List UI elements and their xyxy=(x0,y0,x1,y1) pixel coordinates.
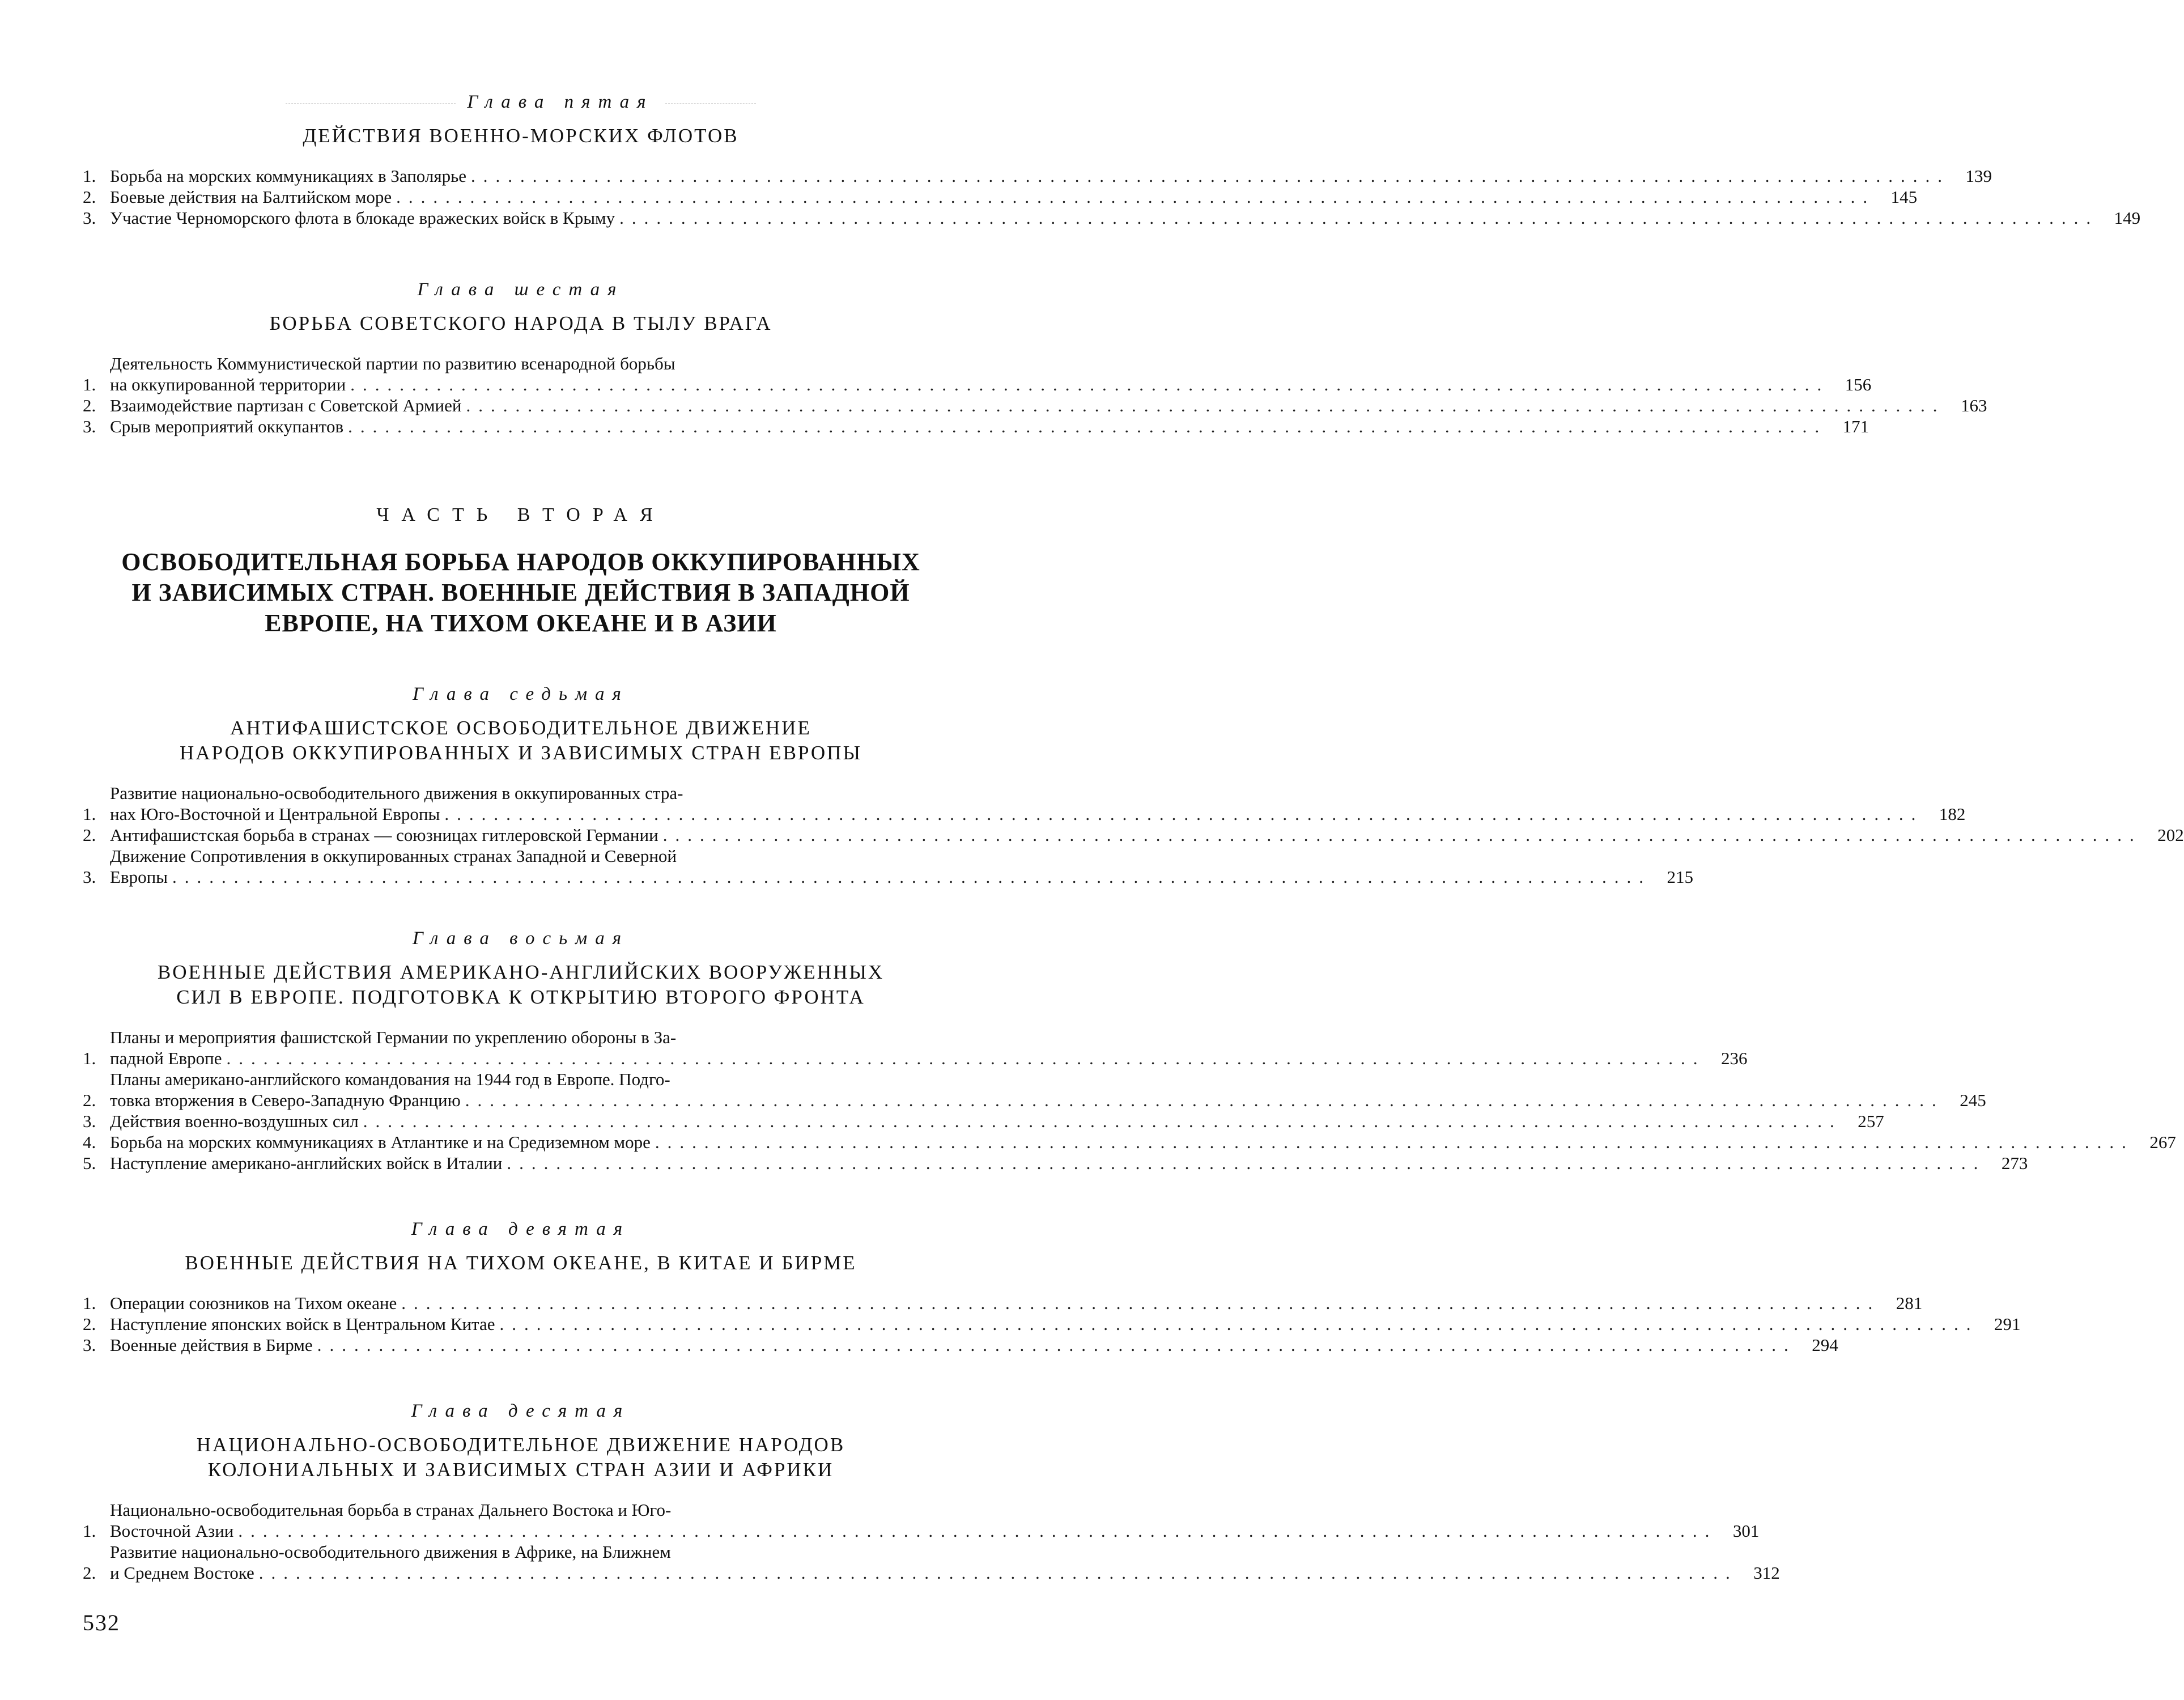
chapter-label xyxy=(83,91,959,113)
chapter-7 xyxy=(83,683,2184,887)
part-title-line: ОСВОБОДИТЕЛЬНАЯ БОРЬБА НАРОДОВ ОККУПИРОВАННЫХ xyxy=(121,548,920,576)
chapter-label: Глава шестая xyxy=(417,279,624,300)
chapter-title xyxy=(83,1433,959,1482)
dot-leader: ........................................................................................................................ xyxy=(350,375,1830,394)
chapter-10 xyxy=(83,1400,1780,1583)
toc-entry-line: и Среднем Востоке xyxy=(110,1563,254,1583)
toc-list xyxy=(83,1293,2021,1355)
toc-entry-page: 257 xyxy=(1858,1111,1884,1131)
dot-leader: ........................................................................................................................ xyxy=(619,208,2099,228)
toc-entry-number: 1. xyxy=(83,375,96,394)
toc-entry xyxy=(83,416,1869,437)
chapter-title-line: КОЛОНИАЛЬНЫХ И ЗАВИСИМЫХ СТРАН АЗИИ И АФРИКИ xyxy=(207,1459,834,1481)
toc-entry-number: 3. xyxy=(83,208,96,228)
decorative-rule xyxy=(286,103,456,104)
toc-entry xyxy=(83,783,1966,824)
toc-entry-number: 3. xyxy=(83,416,96,436)
toc-entry-text xyxy=(110,395,1945,416)
toc-entry-line: Национально-освободительная борьба в странах Дальнего Востока и Юго- xyxy=(110,1500,672,1520)
toc-entry xyxy=(83,1069,1986,1111)
toc-entry-text xyxy=(110,353,1829,395)
dot-leader: ........................................................................................................................ xyxy=(258,1563,1738,1583)
toc-entry-number: 3. xyxy=(83,1335,96,1355)
toc-list xyxy=(83,165,2141,228)
toc-entry-page: 182 xyxy=(1939,804,1966,824)
chapter-title xyxy=(83,716,959,766)
toc-entry-page: 245 xyxy=(1960,1090,1986,1110)
toc-entry-line: Европы xyxy=(110,867,168,887)
toc-entry-page: 291 xyxy=(1994,1314,2021,1334)
toc-entry-page: 202 xyxy=(2157,825,2184,845)
toc-entry-line: Движение Сопротивления в оккупированных странах Западной и Северной xyxy=(110,846,677,866)
toc-entry-text xyxy=(110,783,1923,824)
toc-entry-number: 2. xyxy=(83,187,96,207)
toc-entry-line: Борьба на морских коммуникациях в Атлантике и на Средиземном море xyxy=(110,1132,651,1152)
toc-entry-number: 1. xyxy=(83,1293,96,1313)
chapter-title-line: АНТИФАШИСТСКОЕ ОСВОБОДИТЕЛЬНОЕ ДВИЖЕНИЕ xyxy=(230,717,811,739)
toc-entry-page: 215 xyxy=(1667,867,1693,887)
toc-entry xyxy=(83,186,1918,207)
toc-entry-text xyxy=(110,165,1950,186)
chapter-title xyxy=(83,1251,959,1276)
dot-leader: ........................................................................................................................ xyxy=(444,804,1924,824)
toc-entry-text xyxy=(110,207,2098,228)
dot-leader: ........................................................................................................................ xyxy=(655,1132,2134,1152)
dot-leader: ........................................................................................................................ xyxy=(226,1048,1706,1068)
chapter-title xyxy=(83,960,959,1010)
toc-entry xyxy=(83,1499,1760,1541)
toc-entry xyxy=(83,395,1987,416)
toc-entry-line: на оккупированной территории xyxy=(110,375,346,394)
toc-entry-page: 273 xyxy=(2001,1153,2028,1173)
toc-entry-page: 139 xyxy=(1965,166,1992,186)
toc-entry-line: нах Юго-Восточной и Центральной Европы xyxy=(110,804,440,824)
toc-entry-line: Действия военно-воздушных сил xyxy=(110,1111,359,1131)
toc-entry-number: 1. xyxy=(83,804,96,824)
dot-leader: ........................................................................................................................ xyxy=(471,166,1951,186)
toc-entry-text xyxy=(110,186,1875,207)
chapter-label: Глава восьмая xyxy=(412,928,630,949)
toc-list xyxy=(83,1499,1780,1583)
toc-entry-number: 2. xyxy=(83,1563,96,1583)
toc-entry-line: Борьба на морских коммуникациях в Заполярье xyxy=(110,166,467,186)
dot-leader: ........................................................................................................................ xyxy=(662,825,2142,845)
toc-entry xyxy=(83,165,1992,186)
toc-entry xyxy=(83,845,1693,887)
toc-entry-line: Боевые действия на Балтийском море xyxy=(110,187,392,207)
toc-entry-text xyxy=(110,1153,1986,1174)
part-title xyxy=(83,547,959,639)
toc-entry-number: 2. xyxy=(83,396,96,415)
dot-leader: ........................................................................................................................ xyxy=(348,416,1828,436)
toc-entry-line: Планы американо-английского командования на 1944 год в Европе. Подго- xyxy=(110,1069,670,1089)
toc-entry xyxy=(83,1293,1923,1314)
chapter-5 xyxy=(83,91,2141,228)
part-two xyxy=(83,504,959,639)
toc-entry xyxy=(83,1153,2028,1174)
chapter-label-text: Глава пятая xyxy=(467,92,654,112)
toc-entry-line: Наступление японских войск в Центральном Китае xyxy=(110,1314,495,1334)
chapter-label: Глава девятая xyxy=(411,1219,631,1239)
chapter-9 xyxy=(83,1218,2021,1355)
toc-entry xyxy=(83,1541,1780,1583)
chapter-label: Глава десятая xyxy=(411,1401,631,1421)
chapter-8 xyxy=(83,927,2176,1174)
toc-entry-number: 2. xyxy=(83,1314,96,1334)
toc-entry xyxy=(83,1314,2021,1334)
dot-leader: ........................................................................................................................ xyxy=(465,1090,1944,1110)
toc-entry-page: 149 xyxy=(2114,208,2141,228)
toc-entry-line: Восточной Азии xyxy=(110,1521,234,1541)
toc-entry-line: Наступление американо-английских войск в Италии xyxy=(110,1153,503,1173)
toc-entry-line: Деятельность Коммунистической партии по развитию всенародной борьбы xyxy=(110,354,675,373)
toc-entry-line: Операции союзников на Тихом океане xyxy=(110,1293,397,1313)
toc-entry-number: 4. xyxy=(83,1132,96,1152)
toc-entry xyxy=(83,824,2184,845)
toc-entry-text xyxy=(110,1334,1796,1355)
chapter-label: Глава седьмая xyxy=(413,684,629,704)
toc-entry-page: 281 xyxy=(1896,1293,1923,1313)
dot-leader: ........................................................................................................................ xyxy=(238,1521,1718,1541)
part-title-line: И ЗАВИСИМЫХ СТРАН. ВОЕННЫЕ ДЕЙСТВИЯ В ЗАПАДНОЙ xyxy=(131,579,910,606)
dot-leader: ........................................................................................................................ xyxy=(466,396,1945,415)
toc-entry-text xyxy=(110,1132,2134,1153)
toc-entry-line: Срыв мероприятий оккупантов xyxy=(110,416,344,436)
toc-entry-page: 294 xyxy=(1812,1335,1838,1355)
toc-entry-page: 267 xyxy=(2149,1132,2176,1152)
toc-entry-text xyxy=(110,416,1827,437)
chapter-title-line: ВОЕННЫЕ ДЕЙСТВИЯ НА ТИХОМ ОКЕАНЕ, В КИТАЕ И БИРМЕ xyxy=(185,1252,857,1274)
chapter-title: БОРЬБА СОВЕТСКОГО НАРОДА В ТЫЛУ ВРАГА xyxy=(269,312,772,334)
chapter-title-line: НАЦИОНАЛЬНО-ОСВОБОДИТЕЛЬНОЕ ДВИЖЕНИЕ НАРОДОВ xyxy=(196,1434,845,1456)
chapter-title-line: НАРОДОВ ОККУПИРОВАННЫХ И ЗАВИСИМЫХ СТРАН ЕВРОПЫ xyxy=(180,742,862,764)
toc-entry-page: 312 xyxy=(1753,1563,1780,1583)
toc-entry-text xyxy=(110,1293,1880,1314)
toc-entry-number: 2. xyxy=(83,825,96,845)
toc-entry-text xyxy=(110,1541,1738,1583)
dot-leader: ........................................................................................................................ xyxy=(396,187,1876,207)
toc-entry-number: 1. xyxy=(83,1048,96,1068)
toc-entry xyxy=(83,1334,1838,1355)
toc-page xyxy=(83,91,2184,1583)
toc-entry xyxy=(83,1132,2176,1153)
dot-leader: ........................................................................................................................ xyxy=(401,1293,1881,1313)
dot-leader: ........................................................................................................................ xyxy=(317,1335,1796,1355)
toc-entry-line: Планы и мероприятия фашистской Германии по укреплению обороны в За- xyxy=(110,1027,677,1047)
toc-entry-text xyxy=(110,824,2142,845)
part-label: ЧАСТЬ ВТОРАЯ xyxy=(376,504,665,525)
toc-entry-line: Развитие национально-освободительного движения в оккупированных стра- xyxy=(110,783,683,803)
toc-entry-page: 145 xyxy=(1890,187,1918,207)
toc-entry-number: 3. xyxy=(83,1111,96,1131)
toc-list xyxy=(83,353,1987,437)
toc-entry-text xyxy=(110,1314,1979,1334)
toc-entry-line: падной Европе xyxy=(110,1048,222,1068)
toc-entry-line: товка вторжения в Северо-Западную Францию xyxy=(110,1090,461,1110)
toc-list xyxy=(83,1027,2176,1174)
decorative-rule xyxy=(665,103,756,104)
toc-entry-line: Взаимодействие партизан с Советской Армией xyxy=(110,396,462,415)
chapter-6 xyxy=(83,278,1987,437)
toc-entry xyxy=(83,1111,1884,1132)
toc-entry-line: Военные действия в Бирме xyxy=(110,1335,313,1355)
toc-entry-text xyxy=(110,1027,1705,1069)
toc-entry-page: 156 xyxy=(1845,375,1872,394)
toc-entry xyxy=(83,353,1872,395)
toc-entry-text xyxy=(110,1111,1842,1132)
toc-entry-page: 171 xyxy=(1842,416,1869,436)
toc-entry-number: 5. xyxy=(83,1153,96,1173)
dot-leader: ........................................................................................................................ xyxy=(363,1111,1842,1131)
toc-entry-text xyxy=(110,1069,1944,1111)
toc-entry-page: 163 xyxy=(1960,396,1987,415)
toc-entry-line: Развитие национально-освободительного движения в Африке, на Ближнем xyxy=(110,1542,671,1562)
toc-list xyxy=(83,783,2184,887)
page-number: 532 xyxy=(83,1610,120,1635)
toc-entry-line: Участие Черноморского флота в блокаде вражеских войск в Крыму xyxy=(110,208,615,228)
toc-entry-number: 1. xyxy=(83,166,96,186)
toc-entry-text xyxy=(110,1499,1717,1541)
part-title-line: ЕВРОПЕ, НА ТИХОМ ОКЕАНЕ И В АЗИИ xyxy=(265,609,777,637)
toc-entry-number: 3. xyxy=(83,867,96,887)
toc-entry-number: 2. xyxy=(83,1090,96,1110)
toc-entry-page: 236 xyxy=(1720,1048,1748,1068)
toc-entry-text xyxy=(110,845,1651,887)
toc-entry xyxy=(83,1027,1748,1069)
dot-leader: ........................................................................................................................ xyxy=(499,1314,1979,1334)
chapter-title-line: СИЛ В ЕВРОПЕ. ПОДГОТОВКА К ОТКРЫТИЮ ВТОРОГО ФРОНТА xyxy=(176,986,865,1008)
toc-entry-number: 1. xyxy=(83,1521,96,1541)
chapter-title-line: ВОЕННЫЕ ДЕЙСТВИЯ АМЕРИКАНО-АНГЛИЙСКИХ ВООРУЖЕННЫХ xyxy=(157,961,885,983)
toc-entry xyxy=(83,207,2141,228)
dot-leader: ........................................................................................................................ xyxy=(172,867,1651,887)
dot-leader: ........................................................................................................................ xyxy=(507,1153,1986,1173)
toc-entry-line: Антифашистская борьба в странах — союзницах гитлеровской Германии xyxy=(110,825,658,845)
toc-entry-page: 301 xyxy=(1732,1521,1760,1541)
chapter-title: ДЕЙСТВИЯ ВОЕННО-МОРСКИХ ФЛОТОВ xyxy=(303,125,739,147)
